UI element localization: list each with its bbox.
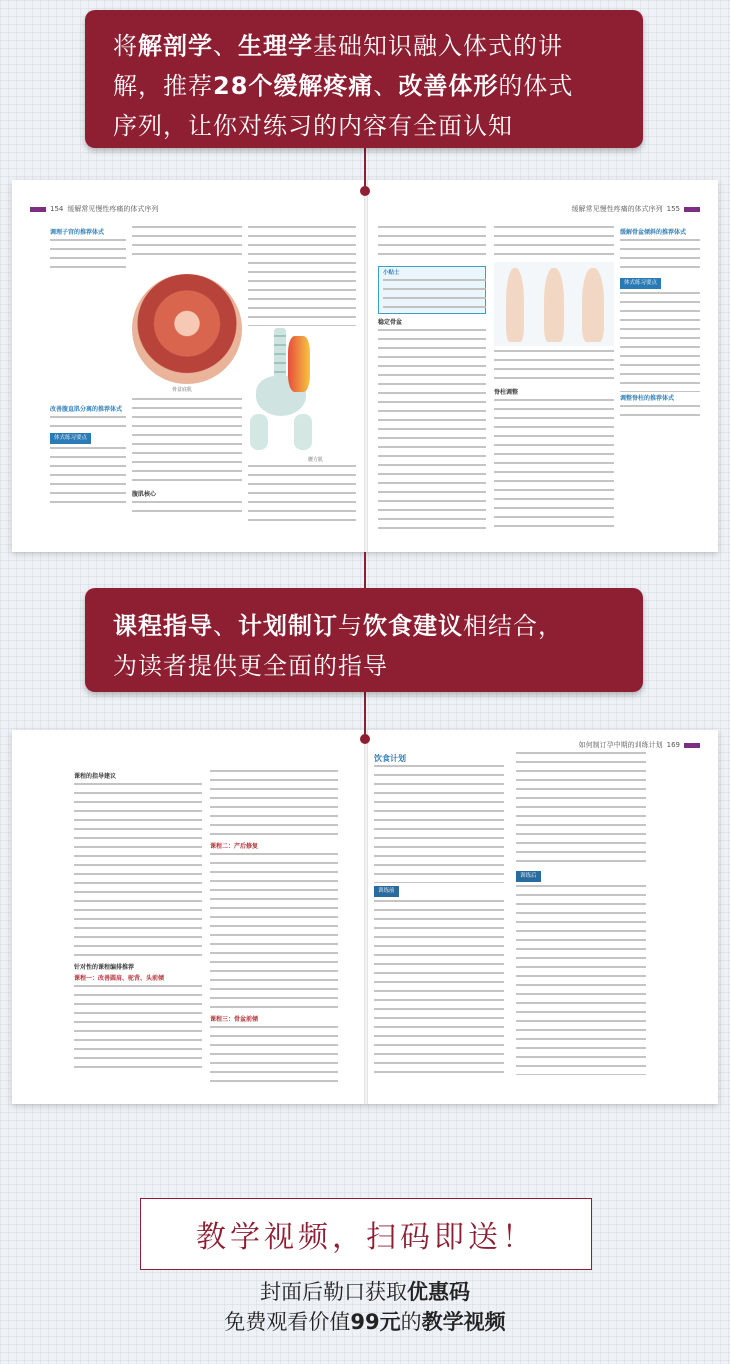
right-page-header	[579, 740, 700, 750]
tip-callout	[378, 266, 486, 314]
connector-dot	[360, 186, 370, 196]
section-heading: 针对性的课程编排推荐	[74, 964, 135, 971]
right-page-header	[572, 204, 700, 214]
left-page-header	[30, 204, 158, 214]
video-offer-text: 教学视频，扫码即送！	[196, 1220, 536, 1255]
banner1-line2: 解，推荐28个缓解疼痛、改善体形的体式	[113, 72, 574, 100]
posture-illustration	[494, 262, 614, 346]
section-heading: 缓解骨盆倾斜的推荐体式	[620, 229, 687, 236]
page-marker	[30, 207, 46, 212]
subheading: 腹肌核心	[132, 491, 157, 498]
text-column	[248, 226, 356, 526]
text-column	[374, 752, 504, 1092]
gutter	[364, 180, 368, 552]
running-head: 缓解常见慢性疼痛的体式序列	[571, 205, 663, 213]
course-heading: 课程三：骨盆前倾	[210, 1016, 259, 1023]
connector-line	[364, 552, 366, 588]
section-heading: 调理子宫的推荐体式	[50, 229, 105, 236]
banner1-line1: 将解剖学、生理学基础知识融入体式的讲	[113, 32, 563, 60]
section-heading: 饮食计划	[374, 754, 406, 763]
page-marker	[684, 207, 700, 212]
book-spread-1	[12, 180, 718, 552]
running-head: 缓解常见慢性疼痛的体式序列	[67, 205, 159, 213]
figure-caption: 腰方肌	[308, 457, 324, 463]
text-column	[516, 752, 646, 1092]
banner2-line2: 为读者提供更全面的指导	[113, 652, 388, 680]
diet-tag: 训练前	[374, 886, 399, 897]
text-column	[620, 226, 700, 536]
page-marker	[684, 743, 700, 748]
text-column	[50, 226, 126, 526]
footer-line1: 封面后勒口获取优惠码	[260, 1280, 470, 1304]
course-heading: 课程一：改善圆肩、驼背、头前倾	[74, 975, 165, 982]
page-number: 169	[666, 741, 680, 749]
figure-caption: 骨盆底肌	[172, 387, 193, 393]
text-column	[210, 770, 338, 1090]
banner2-line1: 课程指导、计划制订与饮食建议相结合，	[113, 612, 563, 640]
text-column	[74, 770, 202, 1090]
page-number: 154	[50, 205, 64, 213]
section-heading: 调整脊柱的推荐体式	[620, 395, 675, 402]
callout-title: 小贴士	[383, 270, 400, 276]
pelvic-floor-illustration	[132, 274, 242, 384]
diet-tag: 训练后	[516, 871, 541, 882]
course-heading: 课程二：产后修复	[210, 843, 259, 850]
footer-line2: 免费观看价值99元的教学视频	[224, 1310, 506, 1334]
text-column	[494, 226, 614, 536]
gutter	[364, 730, 368, 1104]
banner1-line3: 序列，让你对练习的内容有全面认知	[113, 112, 513, 140]
feature-banner-anatomy	[85, 10, 643, 148]
running-head: 如何制订孕中期的训练计划	[578, 741, 663, 749]
section-heading: 改善腹直肌分离的推荐体式	[50, 406, 123, 413]
spine-pelvis-illustration	[248, 326, 356, 456]
video-offer-box	[140, 1198, 592, 1270]
book-spread-2	[12, 730, 718, 1104]
page-number: 155	[666, 205, 680, 213]
subheading: 脊柱调整	[494, 389, 519, 396]
connector-dot	[360, 734, 370, 744]
section-heading: 课程的指导建议	[74, 773, 117, 780]
feature-banner-guidance	[85, 588, 643, 692]
text-column	[132, 226, 242, 526]
tip-tag: 体式练习要点	[620, 278, 661, 289]
subheading: 稳定骨盆	[378, 319, 403, 326]
connector-line	[364, 692, 366, 740]
text-column	[378, 226, 486, 536]
tip-tag: 体式练习要点	[50, 433, 91, 444]
